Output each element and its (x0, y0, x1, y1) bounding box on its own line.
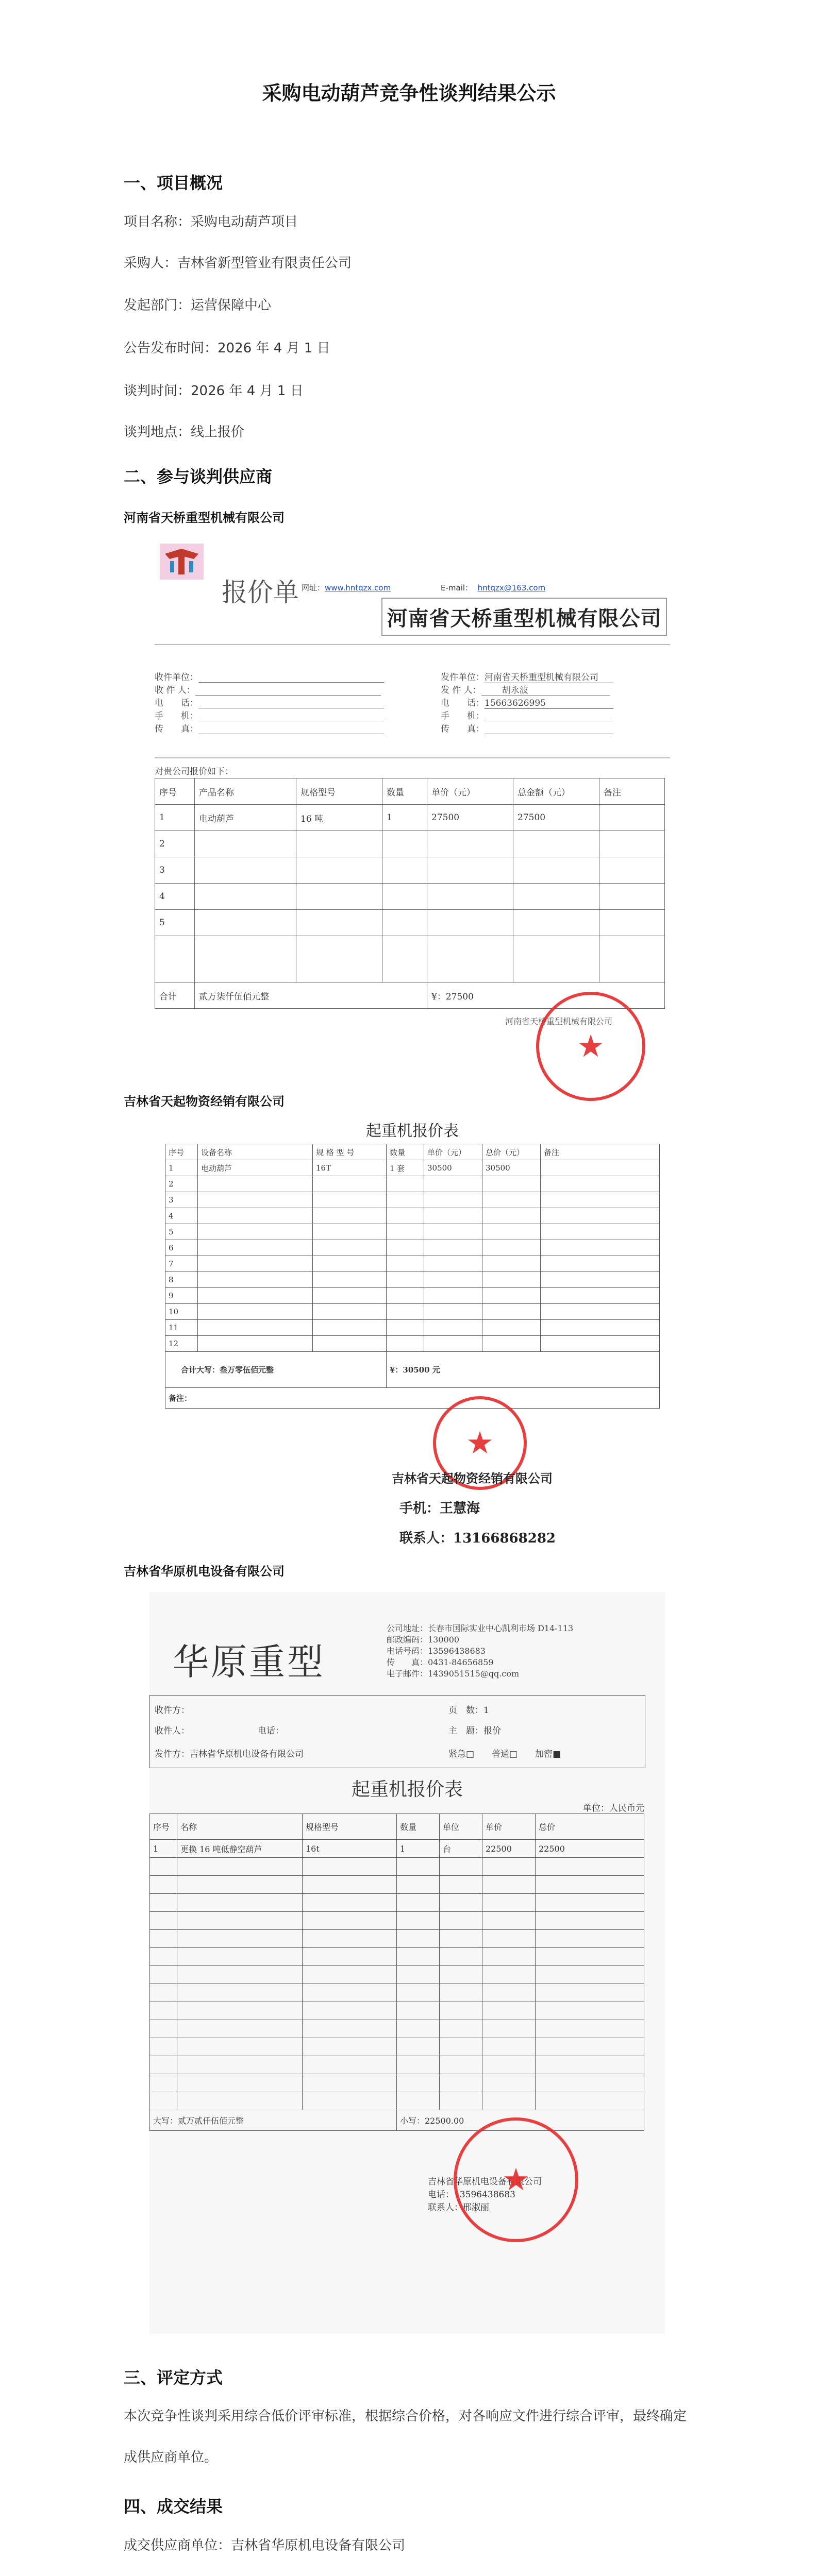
divider (155, 757, 670, 758)
total-number: ¥：30500 元 (387, 1352, 660, 1388)
header-cell: 单价 (482, 1814, 536, 1840)
table-row (150, 2056, 644, 2074)
recv-phone-field: 电 话： (155, 696, 384, 708)
quote-2-sign-company: 吉林省天起物资经销有限公司 (392, 1471, 553, 1486)
table-row (165, 1160, 660, 1176)
cell: 9 (165, 1288, 198, 1304)
table-row (165, 1304, 660, 1320)
huayuan-logo: 华原重型 (173, 1642, 325, 1682)
total-number: 小写：22500.00 (397, 2110, 644, 2131)
table-row (165, 1192, 660, 1208)
cell: 1 (155, 805, 195, 831)
cell (599, 805, 665, 831)
header-cell: 单位 (440, 1814, 482, 1840)
header-cell: 备注 (599, 778, 665, 805)
cell: 22500 (536, 1840, 644, 1858)
cell: 2 (165, 1176, 198, 1192)
quote-2-document (165, 1118, 660, 1546)
quote-3-sign-contact: 联系人：邢淑丽 (428, 2202, 489, 2213)
cell: 30500 (482, 1160, 541, 1176)
send-phone-field: 电 话：15663626995 (441, 696, 613, 709)
header-cell: 设备名称 (198, 1144, 313, 1160)
recv-unit: 收件方： (155, 1705, 190, 1716)
header-cell: 序号 (150, 1814, 177, 1840)
header-cell: 名称 (177, 1814, 303, 1840)
quote-2-sign-contact: 联系人：13166868282 (399, 1531, 556, 1546)
quote-1-title: 报价单 (222, 578, 299, 607)
cell: 更换 16 吨低静空葫芦 (177, 1840, 303, 1858)
info-line: 公司地址：长春市国际实业中心凯利市场 D14-113 (387, 1623, 574, 1633)
recv-phone: 电话： (258, 1726, 284, 1736)
header-cell: 数量 (382, 778, 427, 805)
section-1-heading: 一、项目概况 (124, 173, 223, 193)
table-row (165, 1272, 660, 1288)
section-3-heading: 三、评定方式 (124, 2368, 223, 2387)
cell: 电动葫芦 (195, 805, 296, 831)
table-row (165, 1288, 660, 1304)
table-row (155, 884, 665, 910)
remark-label: 备注： (165, 1388, 660, 1409)
table-row (150, 2074, 644, 2092)
supplier-2-name: 吉林省天起物资经销有限公司 (124, 1094, 285, 1109)
cell: 电动葫芦 (198, 1160, 313, 1176)
cell: 30500 (424, 1160, 482, 1176)
cell: 4 (165, 1208, 198, 1224)
website-link[interactable]: www.hntqzx.com (325, 583, 391, 592)
info-line: 传 真：0431-84656859 (387, 1657, 494, 1667)
total-number: ¥：27500 (427, 982, 665, 1009)
send-person-field: 发 件 人： 胡永波 (441, 683, 610, 696)
total-label: 合计 (155, 982, 195, 1009)
table-row (150, 1858, 644, 1876)
sender: 发件方：吉林省华原机电设备有限公司 (155, 1749, 304, 1759)
quote-1-intro: 对贵公司报价如下： (155, 767, 233, 777)
quote-2-sign-phone: 手机：王慧海 (399, 1501, 480, 1516)
cell: 5 (165, 1224, 198, 1240)
header-cell: 序号 (155, 778, 195, 805)
cell: 1 (150, 1840, 177, 1858)
project-name: 项目名称：采购电动葫芦项目 (124, 214, 298, 230)
table-row (150, 2002, 644, 2020)
send-unit-field: 发件单位：河南省天桥重型机械有限公司 (441, 670, 613, 683)
table-row (165, 1240, 660, 1256)
table-row (150, 1948, 644, 1966)
quote-2-title: 起重机报价表 (366, 1122, 459, 1140)
recv-fax-field: 传 真： (155, 721, 384, 734)
cell: 3 (165, 1192, 198, 1208)
negotiation-time: 谈判时间：2026 年 4 月 1 日 (124, 383, 304, 399)
table-row (165, 1256, 660, 1272)
quote-1-table (155, 778, 665, 1009)
quote-3-sign-phone: 电话：13596438683 (428, 2190, 515, 2200)
table-row (165, 1224, 660, 1240)
total-text: 大写：贰万贰仟伍佰元整 (150, 2110, 397, 2131)
info-line: 邮政编码：130000 (387, 1635, 460, 1645)
table-header-row (155, 778, 665, 805)
table-row (150, 2092, 644, 2110)
send-fax-field: 传 真： (441, 721, 613, 734)
table-row (165, 1336, 660, 1352)
cell: 27500 (513, 805, 599, 831)
header-cell: 数量 (387, 1144, 424, 1160)
table-row (155, 910, 665, 936)
cell: 4 (155, 884, 195, 910)
table-row (155, 805, 665, 831)
page-title: 采购电动葫芦竞争性谈判结果公示 (262, 82, 556, 105)
header-cell: 单价（元） (424, 1144, 482, 1160)
header-cell: 总价 (536, 1814, 644, 1840)
quote-2-table (165, 1144, 660, 1409)
header-cell: 产品名称 (195, 778, 296, 805)
info-line: 电子邮件：1439051515@qq.com (387, 1669, 520, 1679)
table-row (150, 1984, 644, 2002)
cell: 11 (165, 1320, 198, 1336)
table-row (150, 1840, 644, 1858)
table-row (165, 1208, 660, 1224)
recv-mobile-field: 手 机： (155, 708, 384, 721)
publish-time: 公告发布时间：2026 年 4 月 1 日 (124, 341, 330, 356)
evaluation-text: 本次竞争性谈判采用综合低价评审标准，根据综合价格，对各响应文件进行综合评审，最终确定成供应商单位。 (124, 2409, 687, 2465)
table-row (155, 857, 665, 884)
table-row (155, 831, 665, 857)
cell: 16T (313, 1160, 387, 1176)
total-text: 贰万柒仟伍佰元整 (195, 982, 427, 1009)
quote-3-table (149, 1814, 644, 2131)
cell: 1 套 (387, 1160, 424, 1176)
total-row (165, 1352, 660, 1388)
quote-1-document (155, 544, 670, 1100)
quote-3-sign-company: 吉林省华原机电设备有限公司 (428, 2177, 542, 2187)
cell: 8 (165, 1272, 198, 1288)
cell: 5 (155, 910, 195, 936)
header-cell: 单价（元） (427, 778, 513, 805)
urgency: 紧急□ 普通□ 加密■ (448, 1749, 561, 1759)
header-cell: 规 格 型 号 (313, 1144, 387, 1160)
cell: 2 (155, 831, 195, 857)
recv-person: 收件人： (155, 1726, 190, 1736)
info-line: 电话号码：13596438683 (387, 1646, 486, 1656)
quote-3-title: 起重机报价表 (351, 1779, 463, 1800)
cell: 1 (397, 1840, 440, 1858)
tianqiao-logo-icon (160, 544, 204, 580)
send-mobile-field: 手 机： (441, 708, 613, 721)
cell: 7 (165, 1256, 198, 1272)
table-row (165, 1176, 660, 1192)
department: 发起部门：运营保障中心 (124, 298, 272, 313)
recv-person-field: 收 件 人： (155, 683, 381, 696)
unit-label: 单位：人民币元 (583, 1803, 644, 1814)
header-cell: 序号 (165, 1144, 198, 1160)
header-cell: 规格型号 (296, 778, 382, 805)
cell: 台 (440, 1840, 482, 1858)
quote-3-document (149, 1592, 665, 2334)
quote-1-company-banner: 河南省天桥重型机械有限公司 (381, 598, 667, 636)
total-row (150, 2110, 644, 2131)
table-row (150, 1930, 644, 1948)
cell: 22500 (482, 1840, 536, 1858)
remark-row (165, 1388, 660, 1409)
section-4-heading: 四、成交结果 (124, 2497, 223, 2516)
supplier-3-name: 吉林省华原机电设备有限公司 (124, 1564, 285, 1579)
table-row (150, 1966, 644, 1984)
divider (155, 644, 670, 645)
table-row (150, 1912, 644, 1930)
quote-1-email (441, 582, 545, 593)
cell: 6 (165, 1240, 198, 1256)
email-link[interactable]: hntqzx@163.com (477, 583, 546, 592)
quote-1-footer-company: 河南省天桥重型机械有限公司 (505, 1016, 613, 1026)
recv-unit-field: 收件单位： (155, 670, 384, 683)
quote-3-company-info (387, 1623, 573, 1680)
company-seal (454, 2117, 578, 2242)
cell: 10 (165, 1304, 198, 1320)
table-row (165, 1320, 660, 1336)
header-cell: 规格型号 (303, 1814, 397, 1840)
subject: 主 题：报价 (448, 1726, 501, 1736)
header-cell: 总金额（元） (513, 778, 599, 805)
table-row (150, 2020, 644, 2038)
supplier-1-name: 河南省天桥重型机械有限公司 (124, 511, 285, 525)
table-header-row (165, 1144, 660, 1160)
negotiation-location: 谈判地点：线上报价 (124, 425, 245, 440)
cell: 12 (165, 1336, 198, 1352)
cell: 1 (165, 1160, 198, 1176)
table-row (150, 1876, 644, 1894)
seal-star-icon: ★ (577, 1028, 605, 1064)
seal-star-icon: ★ (502, 2162, 530, 2198)
section-2-heading: 二、参与谈判供应商 (124, 467, 273, 486)
header-cell: 数量 (397, 1814, 440, 1840)
quote-1-website (302, 582, 391, 593)
cell: 1 (382, 805, 427, 831)
table-row (155, 936, 665, 982)
header-cell: 备注 (541, 1144, 660, 1160)
company-seal (536, 992, 645, 1101)
cell: 3 (155, 857, 195, 884)
table-header-row (150, 1814, 644, 1840)
seal-star-icon: ★ (466, 1425, 494, 1461)
total-text: 合计大写：叁万零伍佰元整 (165, 1352, 387, 1388)
purchaser: 采购人：吉林省新型管业有限责任公司 (124, 256, 352, 271)
table-row (150, 1894, 644, 1912)
table-row (150, 2038, 644, 2056)
cell: 27500 (427, 805, 513, 831)
cell: 16t (303, 1840, 397, 1858)
website-label: 网址： (302, 583, 325, 592)
winning-supplier: 成交供应商单位：吉林省华原机电设备有限公司 (124, 2538, 406, 2553)
header-cell: 总价（元） (482, 1144, 541, 1160)
email-label: E-mail： (441, 583, 473, 592)
pages: 页 数：1 (448, 1705, 489, 1716)
cell: 16 吨 (296, 805, 382, 831)
